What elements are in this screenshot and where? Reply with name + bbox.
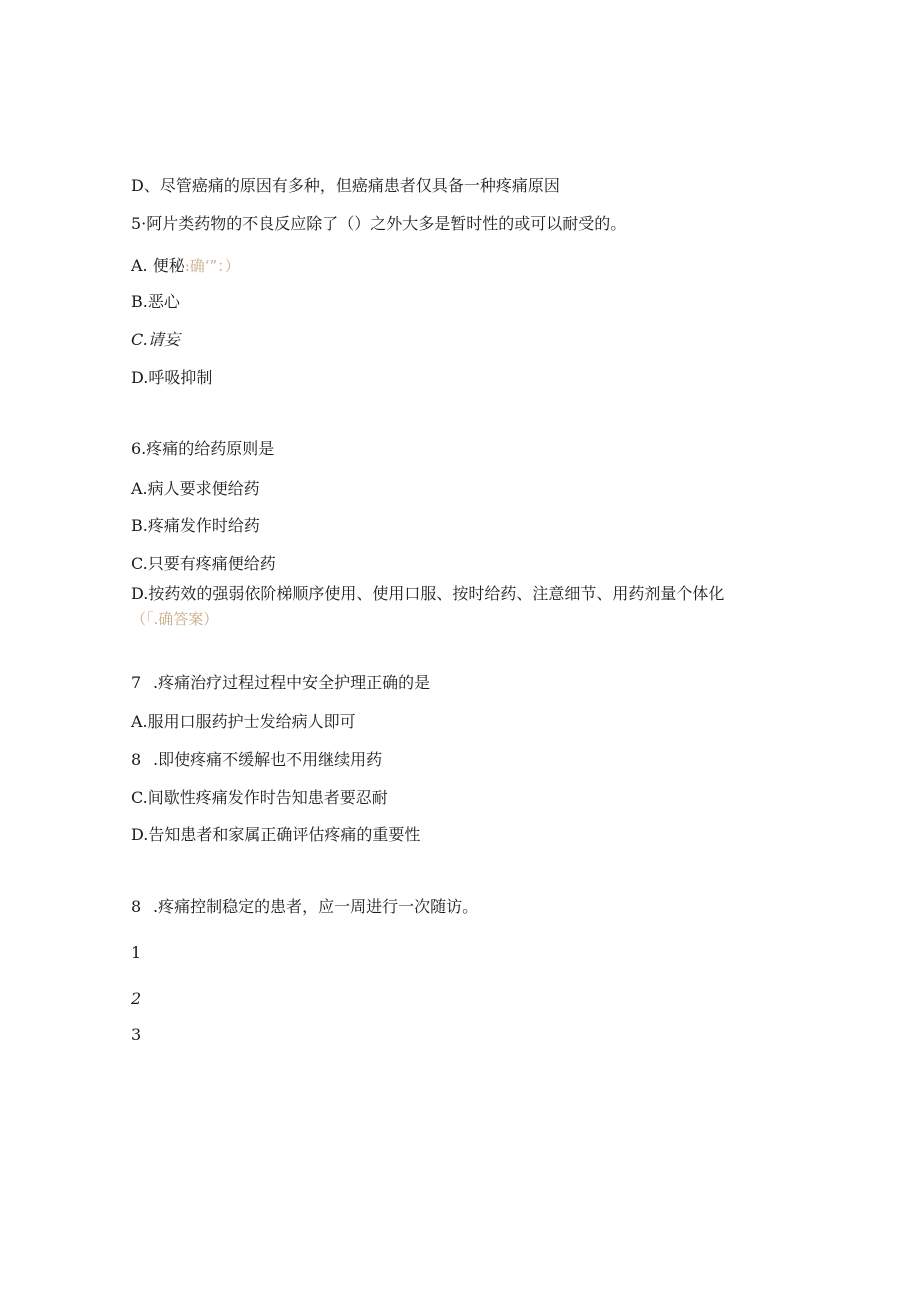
q7-option-b [131, 750, 382, 770]
q7-stem-text: .疼痛治疗过程过程中安全护理正确的是 [153, 673, 431, 692]
q5-stem: 5·阿片类药物的不良反应除了（）之外大多是暂时性的或可以耐受的。 [131, 214, 627, 233]
q8-option-3: 3 [131, 1025, 142, 1044]
q5-answer-mark: :确‘”：） [184, 257, 240, 275]
q6-stem: 6.疼痛的给药原则是 [131, 439, 275, 458]
q6-answer-mark: （「.确答案） [131, 610, 219, 628]
q5-option-a-text: A. 便秘 [131, 256, 185, 275]
q8-number: 8 [131, 897, 142, 916]
q5-option-c: C.请妄 [131, 330, 180, 349]
q7-option-b-number: 8 [131, 750, 142, 769]
q7-option-a: A.服用口服药护士发给病人即可 [131, 712, 356, 731]
q7-stem [131, 673, 430, 693]
q6-option-b: B.疼痛发作时给药 [131, 516, 260, 535]
q8-option-2: 2 [131, 989, 142, 1008]
q6-option-a: A.病人要求便给药 [131, 479, 260, 498]
q6-option-d: D.按药效的强弱依阶梯顺序使用、使用口服、按时给药、注意细节、用药剂量个体化 [131, 584, 725, 603]
q8-stem-text: .疼痛控制稳定的患者，应一周进行一次随访。 [153, 897, 479, 916]
q8-stem [131, 897, 478, 917]
q8-option-1: 1 [131, 943, 142, 962]
q5-option-b: B.恶心 [131, 292, 180, 311]
q7-number: 7 [131, 673, 142, 692]
q6-option-c: C.只要有疼痛便给药 [131, 554, 276, 573]
q7-option-d: D.告知患者和家属正确评估疼痛的重要性 [131, 825, 421, 844]
q7-option-c: C.间歇性疼痛发作时告知患者要忍耐 [131, 788, 388, 807]
q5-option-d: D.呼吸抑制 [131, 368, 213, 387]
q5-option-a [131, 256, 240, 276]
q4-option-d: D、尽管癌痛的原因有多种，但癌痛患者仅具备一种疼痛原因 [131, 176, 560, 195]
q7-option-b-text: .即使疼痛不缓解也不用继续用药 [153, 750, 383, 769]
